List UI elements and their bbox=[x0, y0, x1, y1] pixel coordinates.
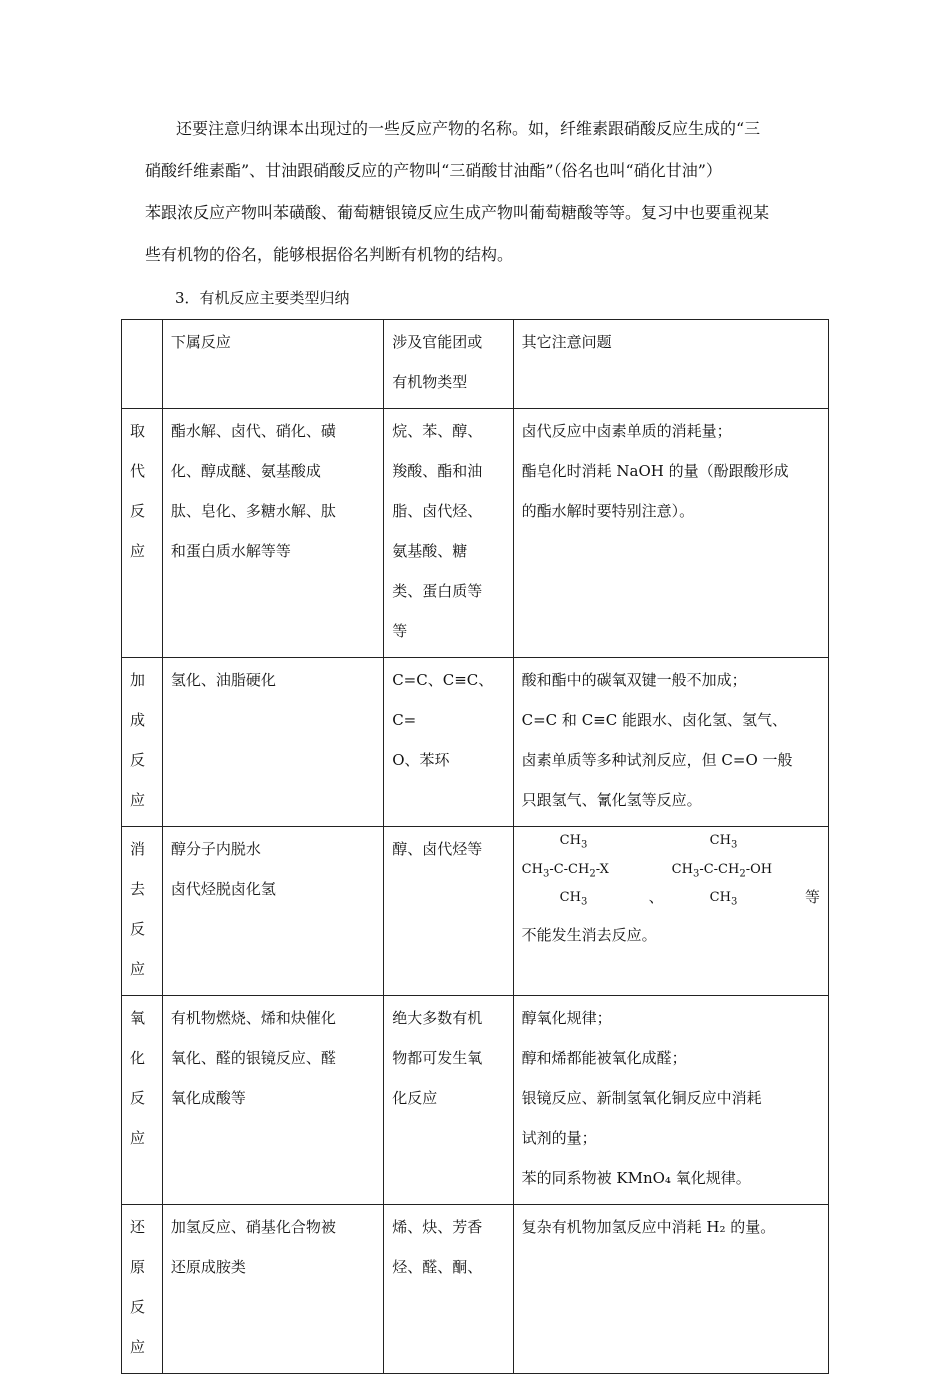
etc-label: 等 bbox=[804, 888, 820, 906]
table-header-row bbox=[122, 320, 829, 409]
notes-cell: 复杂有机物加氢反应中消耗 H₂ 的量。 bbox=[513, 1205, 828, 1374]
functional-groups-cell: C=C、C≡C、C= O、苯环 bbox=[384, 658, 513, 827]
notes-cell: 卤代反应中卤素单质的消耗量； 酯皂化时消耗 NaOH 的量（酚跟酸形成 的酯水解时要特别注意）。 bbox=[513, 409, 828, 658]
header-cell-empty bbox=[122, 320, 163, 409]
table-row bbox=[122, 996, 829, 1205]
header-cell-groups: 涉及官能团或 有机物类型 bbox=[384, 320, 513, 409]
reaction-type-cell: 取代 反应 bbox=[122, 409, 163, 658]
functional-groups-cell: 烷、苯、醇、 羧酸、酯和油 脂、卤代烃、 氨基酸、糖 类、蛋白质等 等 bbox=[384, 409, 513, 658]
reaction-type-cell: 氧化 反应 bbox=[122, 996, 163, 1205]
sub-reactions-cell: 加氢反应、硝基化合物被 还原成胺类 bbox=[162, 1205, 383, 1374]
intro-paragraph bbox=[145, 108, 810, 276]
section-heading: 3．有机反应主要类型归纳 bbox=[175, 289, 350, 307]
paragraph-line: 还要注意归纳课本出现过的一些反应产物的名称。如，纤维素跟硝酸反应生成的“三 bbox=[176, 119, 761, 138]
notes-cell: $CH_3$ $CH_3-C-CH_2-X$ $CH_3$ 、 $CH_3$ $CH_3-C-CH_2-OH$ $CH_3$ 等 不能发生消去反应。 bbox=[513, 827, 828, 996]
paragraph-line: 些有机物的俗名，能够根据俗名判断有机物的结构。 bbox=[145, 245, 514, 264]
structural-formula-alcohol: $CH_3$ $CH_3-C-CH_2-OH$ $CH_3$ bbox=[671, 833, 773, 908]
table-row bbox=[122, 658, 829, 827]
header-cell-sub-reactions: 下属反应 bbox=[162, 320, 383, 409]
table-row bbox=[122, 1205, 829, 1374]
structural-formula-haloalkane: $CH_3$ $CH_3-C-CH_2-X$ $CH_3$ bbox=[521, 833, 609, 908]
table-row bbox=[122, 827, 829, 996]
separator: 、 bbox=[648, 888, 664, 906]
reaction-type-cell: 还原 反应 bbox=[122, 1205, 163, 1374]
notes-cell: 酸和酯中的碳氧双键一般不加成； C=C 和 C≡C 能跟水、卤化氢、氢气、 卤素单质等多种试剂反应，但 C=O 一般 只跟氢气、氰化氢等反应。 bbox=[513, 658, 828, 827]
structural-formulas bbox=[522, 829, 820, 915]
functional-groups-cell: 醇、卤代烃等 bbox=[384, 827, 513, 996]
sub-reactions-cell: 酯水解、卤代、硝化、磺 化、醇成醚、氨基酸成 肽、皂化、多糖水解、肽 和蛋白质水解等等 bbox=[162, 409, 383, 658]
sub-reactions-cell: 醇分子内脱水 卤代烃脱卤化氢 bbox=[162, 827, 383, 996]
paragraph-line: 硝酸纤维素酯”、甘油跟硝酸反应的产物叫“三硝酸甘油酯”（俗名也叫“硝化甘油”） bbox=[145, 161, 722, 180]
paragraph-line: 苯跟浓反应产物叫苯磺酸、葡萄糖银镜反应生成产物叫葡萄糖酸等等。复习中也要重视某 bbox=[145, 203, 770, 222]
functional-groups-cell: 绝大多数有机 物都可发生氧 化反应 bbox=[384, 996, 513, 1205]
sub-reactions-cell: 氢化、油脂硬化 bbox=[162, 658, 383, 827]
reaction-type-cell: 加成 反应 bbox=[122, 658, 163, 827]
table-row bbox=[122, 409, 829, 658]
sub-reactions-cell: 有机物燃烧、烯和炔催化 氧化、醛的银镜反应、醛 氧化成酸等 bbox=[162, 996, 383, 1205]
reaction-types-table bbox=[121, 319, 829, 1374]
notes-cell: 醇氧化规律； 醇和烯都能被氧化成醛； 银镜反应、新制氢氧化铜反应中消耗 试剂的量； 苯的同系物被 KMnO₄ 氧化规律。 bbox=[513, 996, 828, 1205]
functional-groups-cell: 烯、炔、芳香 烃、醛、酮、 bbox=[384, 1205, 513, 1374]
header-cell-notes: 其它注意问题 bbox=[513, 320, 828, 409]
reaction-type-cell: 消去 反应 bbox=[122, 827, 163, 996]
